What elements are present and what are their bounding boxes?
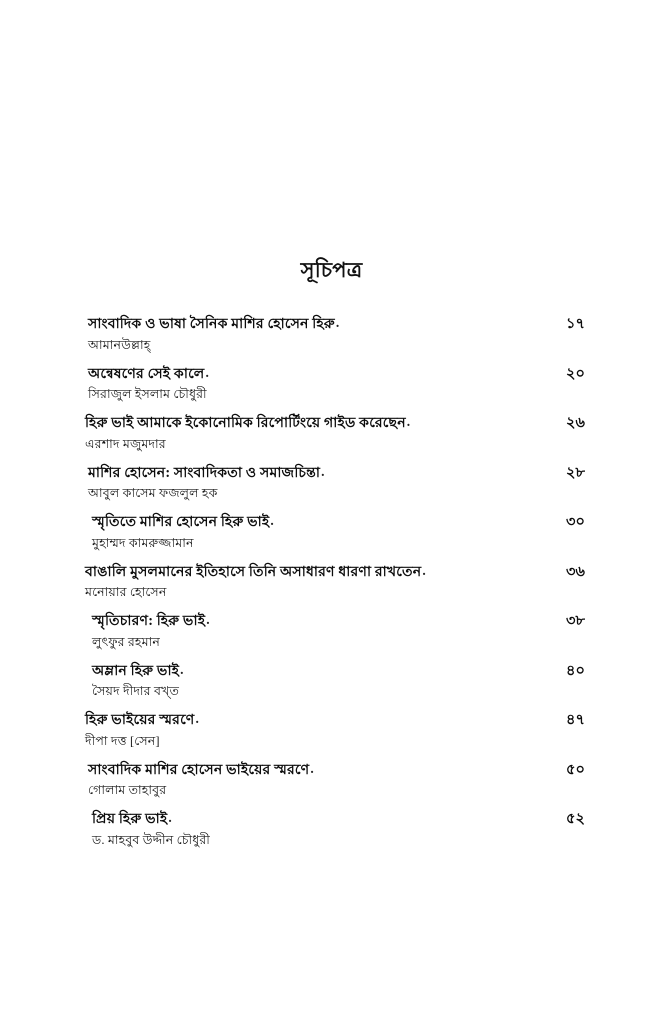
toc-entry-page-number[interactable]: ২৮ [566,464,585,481]
toc-entry-title[interactable]: বাঙালি মুসলমানের ইতিহাসে তিনি অসাধারণ ধারণা রাখতেন [85,563,422,580]
toc-entry-page-number[interactable]: ১৭ [566,316,585,332]
toc-entry-line [85,561,585,584]
toc-entry-line [85,412,585,435]
toc-entry-line [92,511,585,534]
toc-entry-leader-dots: . [335,315,342,330]
toc-entry-page-number[interactable]: ২৬ [566,415,585,431]
toc-entry[interactable] [0,412,663,454]
toc-entry-title[interactable]: মাশির হোসেন: সাংবাদিকতা ও সমাজচিন্তা [88,464,321,481]
toc-entry-leader-dots: . [321,463,327,479]
toc-entry-author: দীপা দত্ত [সেন] [85,733,160,748]
toc-entry-title[interactable]: সাংবাদিক মাশির হোসেন ভাইয়ের স্মরণে [88,761,310,778]
toc-entry-author: ড. মাহবুব উদ্দীন চৌধুরী [92,832,210,847]
toc-entry-title[interactable]: অম্লান হিরু ভাই [92,662,180,679]
toc-entry-author: মনোয়ার হোসেন [85,585,167,600]
toc-entry-author: মুহাম্মদ কামরুজ্জামান [92,535,194,550]
toc-entry-leader-dots: . [422,562,428,578]
toc-entry[interactable] [0,561,663,603]
toc-entry-leader-dots: . [206,612,212,627]
toc-entry-author: এরশাদ মজুমদার [85,436,166,451]
toc-entry-title[interactable]: হিরু ভাইয়ের স্মরণে [85,712,195,728]
toc-entry-page-number[interactable]: ৫০ [566,761,585,778]
toc-entry[interactable] [0,610,663,652]
toc-entry-leader-dots: . [406,414,413,429]
toc-entry-line [88,462,585,485]
toc-entry-title[interactable]: স্মৃতিচারণ: হিরু ভাই [92,613,206,629]
toc-entry-title[interactable]: প্রিয় হিরু ভাই [92,811,168,827]
toc-entry-page-number[interactable]: ৩৮ [566,613,585,629]
toc-entry-leader-dots: . [195,711,201,726]
toc-entry[interactable] [0,462,663,504]
toc-entry-line [92,660,585,683]
toc-entry-line [88,759,585,782]
toc-entry-line [85,709,585,732]
toc-entry-line [88,313,585,336]
toc-entry-title[interactable]: স্মৃতিতে মাশির হোসেন হিরু ভাই [92,514,270,530]
toc-entry-line [88,363,585,386]
toc-entry-author: সৈয়দ দীদার বখ্‌ত [92,684,179,699]
toc-entry[interactable] [0,759,663,801]
toc-entry-author: আমানউল্লাহ্ [88,337,151,352]
toc-entry-leader-dots: . [310,760,316,776]
toc-entry-page-number[interactable]: ২০ [566,365,585,382]
toc-entry-page-number[interactable]: ৪০ [566,662,585,679]
toc-entry-author: লুৎফুর রহমান [92,634,160,649]
toc-entry[interactable] [0,313,663,355]
table-of-contents-list [0,313,663,858]
toc-entry-author: গোলাম তাহাবুর [88,783,167,798]
toc-entry-title[interactable]: অন্বেষণের সেই কালে [88,365,205,382]
toc-entry-title[interactable]: সাংবাদিক ও ভাষা সৈনিক মাশির হোসেন হিরু [88,316,335,332]
toc-entry-leader-dots: . [270,513,276,528]
toc-entry[interactable] [0,808,663,850]
toc-entry-page-number[interactable]: ৪৭ [566,712,585,728]
toc-entry-leader-dots: . [205,364,211,380]
toc-entry-leader-dots: . [180,661,186,677]
toc-entry-line [92,610,585,633]
toc-entry-line [92,808,585,831]
toc-entry-page-number[interactable]: ৩৬ [566,563,585,580]
toc-entry-title[interactable]: হিরু ভাই আমাকে ইকোনোমিক রিপোর্টিংয়ে গাইড করেছেন [85,415,406,431]
toc-entry[interactable] [0,709,663,751]
toc-entry-author: সিরাজুল ইসলাম চৌধুরী [88,387,207,402]
toc-entry-leader-dots: . [168,810,174,825]
page-title: সূচিপত্র [300,258,363,282]
toc-entry[interactable] [0,511,663,553]
toc-entry[interactable] [0,660,663,702]
toc-entry-page-number[interactable]: ৫২ [566,811,585,827]
toc-entry-author: আবুল কাসেম ফজলুল হক [88,486,218,501]
toc-entry[interactable] [0,363,663,405]
toc-entry-page-number[interactable]: ৩০ [566,514,585,530]
